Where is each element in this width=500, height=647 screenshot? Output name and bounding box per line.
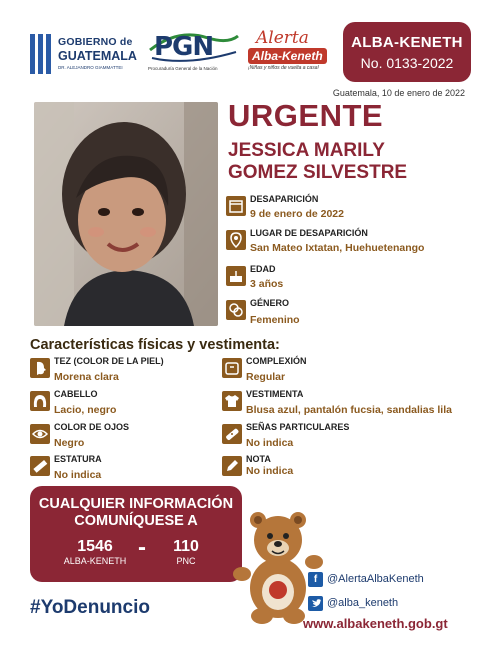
detail-label: EDAD <box>250 264 276 274</box>
char-label: COMPLEXIÓN <box>246 356 307 366</box>
eye-icon <box>30 424 50 444</box>
alerta-logo-line1: Alerta <box>256 28 309 48</box>
child-name-line2: GOMEZ SILVESTRE <box>228 162 408 183</box>
pgn-logo-text: PGN <box>154 32 214 62</box>
pgn-logo <box>148 28 240 76</box>
gob-line2: GUATEMALA <box>58 49 137 63</box>
gobierno-guatemala-logo <box>30 32 142 76</box>
alerta-logo-tagline: ¡Niñas y niños de vuelta a casa! <box>248 65 319 71</box>
alerta-alba-keneth-logo <box>244 28 334 74</box>
char-label: ESTATURA <box>54 454 102 464</box>
contact-box <box>30 486 242 582</box>
scale-icon <box>222 358 242 378</box>
contact-line1: CUALQUIER INFORMACIÓN <box>38 496 234 512</box>
urgent-heading: URGENTE <box>228 98 384 133</box>
detail-value: San Mateo Ixtatan, Huehuetenango <box>250 242 425 254</box>
case-title: ALBA-KENETH <box>351 34 463 51</box>
phone-separator: - <box>138 534 146 561</box>
gob-line1: GOBIERNO de <box>58 36 133 48</box>
cake-icon <box>226 266 246 286</box>
bandage-icon <box>222 424 242 444</box>
gob-line3: DR. ALEJANDRO GIAMMATTEI <box>58 65 123 70</box>
location-pin-icon <box>226 230 246 250</box>
child-name-line1: JESSICA MARILY <box>228 140 385 161</box>
detail-label: DESAPARICIÓN <box>250 194 319 204</box>
twitter-icon[interactable] <box>308 596 323 611</box>
calendar-icon <box>226 196 246 216</box>
detail-value: 3 años <box>250 278 284 290</box>
hair-icon <box>30 391 50 411</box>
phone-pnc[interactable]: 110 <box>173 538 199 555</box>
detail-label: GÉNERO <box>250 298 290 308</box>
char-label: TEZ (COLOR DE LA PIEL) <box>54 356 164 366</box>
gender-icon <box>226 300 246 320</box>
issue-date: Guatemala, 10 de enero de 2022 <box>332 88 465 98</box>
char-value: Morena clara <box>54 371 119 383</box>
char-value: Negro <box>54 437 85 449</box>
char-label: COLOR DE OJOS <box>54 422 130 432</box>
contact-line2: COMUNÍQUESE A <box>74 513 198 529</box>
twitter-handle[interactable]: @alba_keneth <box>327 597 399 609</box>
char-value: Regular <box>246 371 286 383</box>
characteristics-title: Características físicas y vestimenta: <box>30 337 280 353</box>
detail-value: Femenino <box>250 314 300 326</box>
char-label: VESTIMENTA <box>246 389 304 399</box>
char-label: SEÑAS PARTICULARES <box>246 422 350 432</box>
char-label: CABELLO <box>54 389 98 399</box>
phone-alba-keneth-label: ALBA-KENETH <box>63 556 127 566</box>
ruler-icon <box>30 456 50 476</box>
hashtag: #YoDenuncio <box>30 597 150 618</box>
case-number-box <box>343 22 471 82</box>
case-number: No. 0133-2022 <box>360 55 454 71</box>
facebook-icon[interactable]: f <box>308 572 323 587</box>
char-value: No indica <box>246 465 294 477</box>
char-value: Lacio, negro <box>54 404 117 416</box>
flag-bars-icon <box>30 34 52 74</box>
child-name <box>228 140 407 184</box>
pgn-subtitle: Procuraduría General de la Nación <box>148 66 218 71</box>
phone-pnc-label: PNC <box>176 556 196 566</box>
char-value: No indica <box>246 437 294 449</box>
char-value: No indica <box>54 469 102 481</box>
shirt-icon <box>222 391 242 411</box>
face-profile-icon <box>30 358 50 378</box>
missing-child-photo <box>34 102 218 326</box>
char-label: NOTA <box>246 454 271 464</box>
phone-alba-keneth[interactable]: 1546 <box>77 538 113 555</box>
char-value: Blusa azul, pantalón fucsia, sandalias lila <box>246 404 452 416</box>
detail-value: 9 de enero de 2022 <box>250 208 344 220</box>
facebook-handle[interactable]: @AlertaAlbaKeneth <box>327 573 424 585</box>
website-link[interactable]: www.albakeneth.gob.gt <box>303 616 448 631</box>
note-icon <box>222 456 242 476</box>
alerta-logo-line2: Alba-Keneth <box>248 48 327 64</box>
detail-label: LUGAR DE DESAPARICIÓN <box>250 228 368 238</box>
